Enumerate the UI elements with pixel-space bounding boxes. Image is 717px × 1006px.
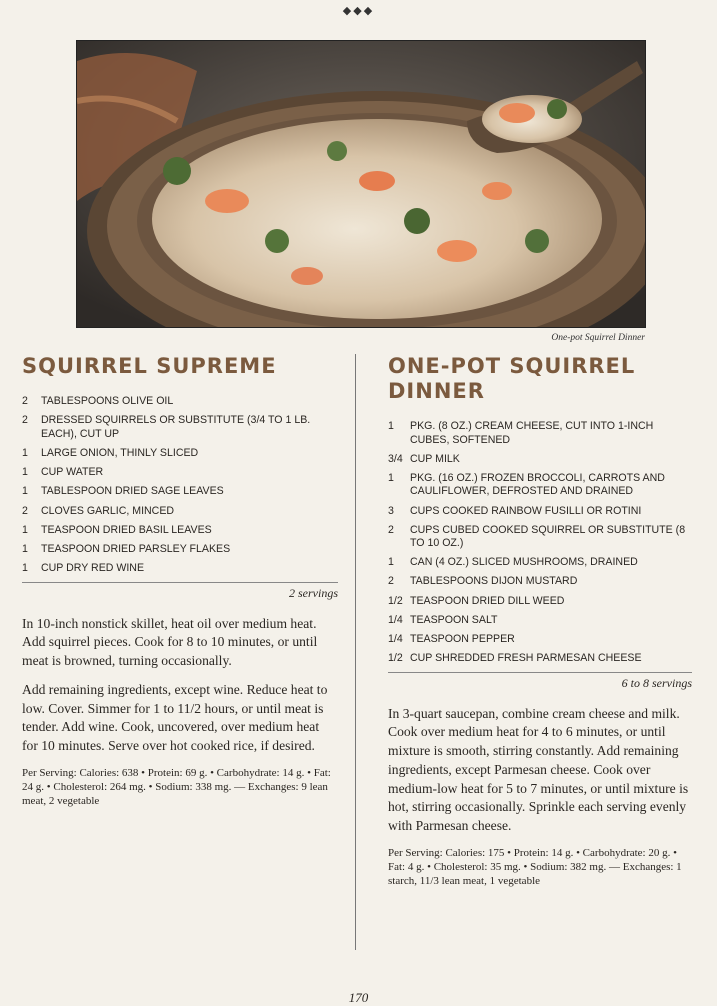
nutrition-info: Per Serving: Calories: 638 • Protein: 69 g. • Carbohydrate: 14 g. • Fat: 24 g. • Cholesterol: 264 mg. • Sodium: 338 mg. — Exchanges: 9 lean meat, 2 vegetable: [22, 766, 331, 807]
instructions: [388, 705, 692, 836]
instruction-paragraph: In 3-quart saucepan, combine cream cheese and milk. Cook over medium heat for 4 to 6 minutes, or until mixture is smooth, stirring constantly. Add remaining ingredients, except Parmesan cheese. Cook over medium-low heat for 5 to 7 minutes, or until mixture is hot, stirring occasionally. Sprinkle each serving evenly with Parmesan cheese.: [388, 705, 689, 834]
ingredient-item: [388, 453, 692, 466]
ingredient-quantity: 1/4: [388, 613, 403, 626]
ingredient-text: LARGE ONION, THINLY SLICED: [41, 446, 199, 459]
ingredient-text: CUPS CUBED COOKED SQUIRREL OR SUBSTITUTE (8 TO 10 OZ.): [410, 523, 686, 550]
ingredient-item: [22, 562, 338, 575]
ingredient-quantity: 1: [22, 485, 28, 498]
ingredient-item: [22, 466, 338, 479]
ingredient-quantity: 1/4: [388, 633, 403, 646]
column-divider: [355, 354, 356, 950]
instructions: [22, 615, 338, 756]
ingredient-text: TEASPOON PEPPER: [410, 633, 515, 646]
photo-caption: One-pot Squirrel Dinner: [551, 333, 645, 343]
ingredient-quantity: 1/2: [388, 652, 403, 665]
ingredient-text: DRESSED SQUIRRELS OR SUBSTITUTE (3/4 TO 1 LB. EACH), CUT UP: [41, 414, 311, 440]
instruction-paragraph: In 10-inch nonstick skillet, heat oil over medium heat. Add squirrel pieces. Cook for 8 to 10 minutes, or until meat is browned, turning occasionally.: [22, 615, 318, 669]
ingredient-quantity: 1: [22, 562, 28, 575]
ingredient-item: [22, 505, 338, 518]
page-number: 170: [348, 990, 369, 1005]
ingredient-item: [22, 543, 338, 556]
nutrition-info: Per Serving: Calories: 175 • Protein: 14 g. • Carbohydrate: 20 g. • Fat: 4 g. • Cholesterol: 35 mg. • Sodium: 382 mg. — Exchanges: 1 starch, 11/3 lean meat, 1 vegetable: [388, 846, 682, 888]
servings: 6 to 8 servings: [621, 675, 692, 690]
ingredient-text: CLOVES GARLIC, MINCED: [41, 504, 175, 517]
ingredient-quantity: 3/4: [388, 452, 403, 465]
ingredient-quantity: 1: [22, 466, 28, 479]
ingredient-quantity: 3: [388, 504, 394, 517]
instruction-paragraph: Add remaining ingredients, except wine. Reduce heat to low. Cover. Simmer for 1 to 11/2 hours, or until meat is tender. Add wine. Cook, uncovered, over medium heat for 10 minutes. Serve over hot cooked rice, if desired.: [22, 681, 328, 754]
ingredient-text: TEASPOON DRIED BASIL LEAVES: [41, 523, 212, 536]
ingredient-quantity: 2: [388, 575, 394, 588]
ingredient-text: TABLESPOONS DIJON MUSTARD: [410, 575, 578, 588]
ingredient-text: TEASPOON DRIED PARSLEY FLAKES: [41, 543, 231, 556]
recipe-title: ONE-POT SQUIRREL DINNER: [388, 354, 636, 404]
ingredient-item: [22, 414, 338, 440]
servings: 2 servings: [289, 585, 338, 600]
ingredient-list: [22, 395, 338, 575]
ingredient-item: [22, 524, 338, 537]
ingredient-item: [388, 595, 692, 608]
ingredient-quantity: 1/2: [388, 594, 403, 607]
ingredient-quantity: 2: [22, 395, 28, 408]
ingredient-item: [388, 472, 692, 498]
ingredient-text: TEASPOON SALT: [410, 613, 498, 626]
ingredient-text: TABLESPOONS OLIVE OIL: [41, 395, 174, 408]
ingredient-item: [388, 556, 692, 569]
ingredient-item: [388, 524, 692, 550]
ingredient-text: CUPS COOKED RAINBOW FUSILLI OR ROTINI: [410, 504, 642, 517]
ingredient-item: [388, 575, 692, 588]
ingredient-text: CUP WATER: [41, 466, 104, 479]
ingredient-list: [388, 420, 692, 665]
ingredient-text: PKG. (8 OZ.) CREAM CHEESE, CUT INTO 1-INCH CUBES, SOFTENED: [410, 420, 654, 446]
ingredient-item: [388, 420, 692, 446]
recipe-one-pot-squirrel-dinner: [388, 354, 692, 888]
ingredient-rule: [22, 582, 338, 583]
ingredient-item: [22, 485, 338, 498]
ingredient-quantity: 2: [22, 414, 28, 427]
ingredient-quantity: 1: [388, 556, 394, 569]
ingredient-text: TABLESPOON DRIED SAGE LEAVES: [41, 485, 224, 498]
ingredient-item: [388, 633, 692, 646]
ingredient-item: [388, 652, 692, 665]
ingredient-quantity: 1: [388, 472, 394, 485]
ingredient-quantity: 2: [388, 523, 394, 536]
recipe-title: SQUIRREL SUPREME: [22, 354, 277, 378]
ingredient-text: PKG. (16 OZ.) FROZEN BROCCOLI, CARROTS AND CAULIFLOWER, DEFROSTED AND DRAINED: [410, 472, 665, 498]
ingredient-text: CUP DRY RED WINE: [41, 562, 145, 575]
ingredient-text: TEASPOON DRIED DILL WEED: [410, 594, 565, 607]
recipe-squirrel-supreme: [22, 354, 338, 808]
ingredient-item: [388, 614, 692, 627]
ingredient-item: [22, 395, 338, 408]
ingredient-quantity: 2: [22, 504, 28, 517]
ingredient-quantity: 1: [22, 523, 28, 536]
ingredient-quantity: 1: [22, 446, 28, 459]
pasta-dish-illustration: [77, 41, 645, 327]
ingredient-quantity: 1: [388, 420, 394, 433]
ornament-diamonds: ◆◆◆: [342, 5, 375, 17]
recipe-photo: [76, 40, 646, 328]
ingredient-item: [388, 505, 692, 518]
ingredient-text: CUP MILK: [410, 452, 460, 465]
ingredient-text: CAN (4 OZ.) SLICED MUSHROOMS, DRAINED: [410, 556, 638, 569]
ingredient-item: [22, 447, 338, 460]
ingredient-quantity: 1: [22, 543, 28, 556]
ingredient-rule: [388, 672, 692, 673]
ingredient-text: CUP SHREDDED FRESH PARMESAN CHEESE: [410, 652, 642, 665]
